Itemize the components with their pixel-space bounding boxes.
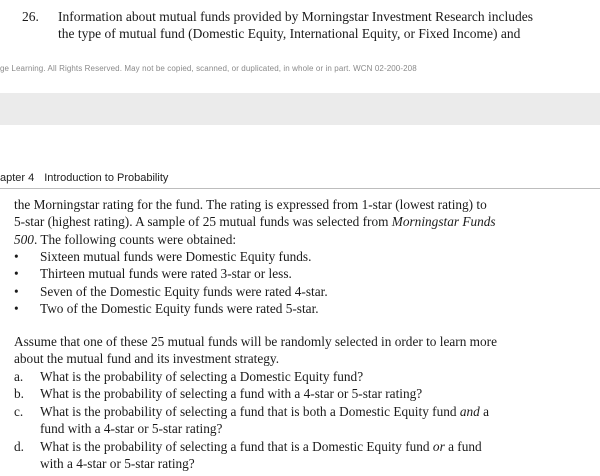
part-label: a. [14, 369, 24, 384]
question-line-2: the type of mutual fund (Domestic Equity, International Equity, or Fixed Income) and [58, 26, 521, 41]
book-title-part-1: Morningstar Funds [391, 214, 496, 230]
part-text-pre: What is the probability of selecting a fund that is both a Domestic Equity fund [40, 403, 460, 419]
header-rule [0, 188, 600, 189]
list-item [14, 283, 524, 300]
bullet-icon: • [14, 266, 19, 282]
list-item-text: Thirteen mutual funds were rated 3-star or less. [40, 266, 292, 282]
intro-line-2 [14, 213, 524, 230]
intro-line-1: the Morningstar rating for the fund. The rating is expressed from 1-star (lowest rating) to [14, 197, 487, 212]
part-text-italic: or [432, 438, 445, 454]
assumption-line-2: about the mutual fund and its investment strategy. [14, 351, 280, 367]
chapter-number: apter 4 [0, 172, 35, 184]
part-a [14, 368, 524, 385]
intro-line-3-text: . The following counts were obtained: [33, 231, 237, 247]
book-title-part-2: 500 [14, 231, 34, 247]
part-label: d. [14, 438, 24, 454]
part-text-line-2: with a 4-star or 5-star rating? [40, 456, 195, 472]
page-gap [0, 93, 600, 125]
question-parts [14, 368, 524, 472]
part-b [14, 385, 524, 402]
part-label: c. [14, 403, 24, 419]
bullet-icon: • [14, 249, 19, 264]
question-intro [58, 8, 588, 42]
part-d [14, 438, 524, 473]
intro-line-2-text: 5-star (highest rating). A sample of 25 mutual funds was selected from [14, 214, 392, 230]
part-text-italic: and [459, 403, 480, 419]
bullet-icon: • [14, 301, 19, 317]
part-text-line-1 [40, 438, 524, 455]
counts-list [14, 248, 524, 318]
list-item-text: Sixteen mutual funds were Domestic Equity funds. [40, 249, 312, 264]
list-item [14, 248, 524, 265]
part-c [14, 403, 524, 438]
list-item [14, 265, 524, 282]
chapter-title: Introduction to Probability [44, 172, 169, 184]
part-text-line-1 [40, 403, 524, 420]
part-text-post: a [479, 403, 490, 419]
intro-line-3 [14, 231, 524, 248]
part-text-post: a fund [444, 438, 482, 454]
part-text-pre: What is the probability of selecting a fund that is a Domestic Equity fund [40, 438, 433, 454]
question-line-1: Information about mutual funds provided by Morningstar Investment Research includes [58, 9, 534, 24]
list-item-text: Seven of the Domestic Equity funds were rated 4-star. [40, 283, 328, 299]
part-text-line-2: fund with a 4-star or 5-star rating? [40, 421, 223, 437]
intro-paragraph [14, 196, 524, 248]
part-text: What is the probability of selecting a Domestic Equity fund? [40, 369, 364, 384]
chapter-header [0, 172, 168, 184]
list-item [14, 300, 524, 317]
assumption-paragraph [14, 333, 524, 368]
part-label: b. [14, 386, 24, 402]
list-item-text: Two of the Domestic Equity funds were rated 5-star. [40, 301, 319, 317]
assumption-line-1: Assume that one of these 25 mutual funds will be randomly selected in order to learn more [14, 334, 497, 349]
part-text: What is the probability of selecting a fund with a 4-star or 5-star rating? [40, 386, 423, 402]
bullet-icon: • [14, 283, 19, 299]
copyright-notice: ge Learning. All Rights Reserved. May not be copied, scanned, or duplicated, in whole or in part. WCN 02-200-208 [0, 64, 417, 73]
question-number: 26. [22, 9, 39, 24]
